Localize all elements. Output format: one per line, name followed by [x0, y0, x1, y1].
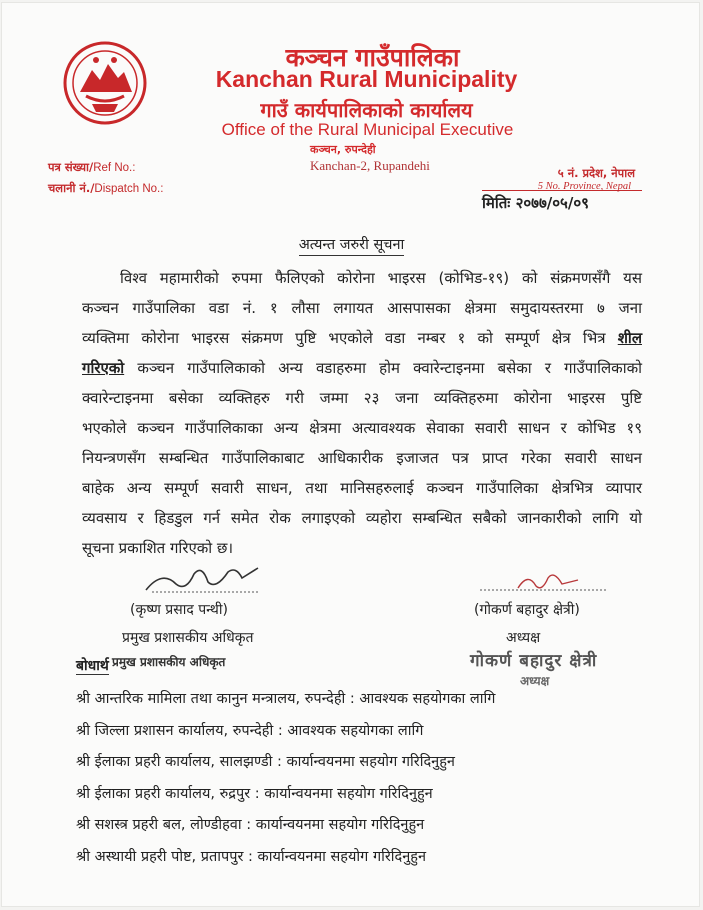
notice-line: कञ्चन गाउँपालिका वडा नं. १ लौसा लगायत आसपासका क्षेत्रमा समुदायस्तरमा ७ जना	[82, 299, 642, 317]
date-value: २०७७/०५/०९	[515, 194, 589, 212]
notice-line: बाहेक अन्य सम्पूर्ण सवारी साधन, तथा मानिसहरुलाई कञ्चन गाउँपालिका क्षेत्रभित्र व्यापार	[82, 479, 642, 497]
left-signatory-name: (कृष्ण प्रसाद पन्थी)	[130, 602, 228, 618]
right-signatory-title: अध्यक्ष	[506, 630, 541, 646]
municipality-name-np: कञ्चन गाउँपालिका	[285, 43, 460, 72]
right-signatory-name: (गोकर्ण बहादुर क्षेत्री)	[474, 602, 580, 618]
signature-right	[478, 566, 608, 596]
dispatch-number-label: चलानी नं./Dispatch No.:	[48, 181, 164, 195]
notice-line: सूचना प्रकाशित गरिएको छ।	[82, 539, 234, 557]
office-name-np: गाउँ कार्यपालिकाको कार्यालय	[260, 98, 473, 122]
municipality-name-en: Kanchan Rural Municipality	[215, 66, 518, 92]
ref-number-label: पत्र संख्या/Ref No.:	[48, 160, 136, 174]
cao-stamp: प्रमुख प्रशासकीय अधिकृत	[112, 655, 226, 669]
cc-heading: बोधार्थ	[76, 658, 109, 674]
notice-line: व्यक्तिमा कोरोना भाइरस संक्रमण पुष्टि भएकोले वडा नम्बर १ को सम्पूर्ण क्षेत्र भित्र शील	[82, 329, 642, 347]
left-signatory-title: प्रमुख प्रशासकीय अधिकृत	[122, 630, 254, 646]
notice-line: नियन्त्रणसँग सम्बन्धित गाउँपालिकाबाट आधिकारीक इजाजत पत्र प्राप्त गरेका सवारी साधन	[82, 449, 642, 467]
date-line	[482, 190, 642, 213]
cc-item: श्री सशस्त्र प्रहरी बल, लोण्डीहवा : कार्यान्वयनमा सहयोग गरिदिनुहुन	[76, 817, 425, 833]
cc-item: श्री जिल्ला प्रशासन कार्यालय, रुपन्देही : आवश्यक सहयोगका लागि	[76, 722, 424, 739]
notice-line: भएकोले कञ्चन गाउँपालिकाका अन्य क्षेत्रमा अत्यावश्यक सेवाका सवारी साधन र कोभिड १९	[82, 419, 642, 437]
notice-line: व्यवसाय र हिडडुल गर्न समेत रोक लगाइएको व्यहोरा सम्बन्धित सबैको जानकारीको लागि यो	[82, 509, 642, 527]
cc-item: श्री आन्तरिक मामिला तथा कानुन मन्त्रालय, रुपन्देही : आवश्यक सहयोगका लागि	[76, 691, 496, 707]
date-label: मितिः	[482, 194, 511, 212]
notice-line: क्वारेन्टाइनमा बसेका व्यक्तिहरु गरी जम्मा २३ जना व्यक्तिहरुमा कोरोना भाइरस पुष्टि	[82, 389, 642, 407]
address-np: कञ्चन, रुपन्देही	[310, 143, 376, 156]
chairman-stamp-sub: अध्यक्ष	[520, 674, 550, 688]
notice-line: गरिएको कञ्चन गाउँपालिकाको अन्य वडाहरुमा होम क्वारेन्टाइनमा बसेका र गाउँपालिकाको	[82, 359, 642, 377]
cc-item: श्री ईलाका प्रहरी कार्यालय, रुद्रपुर : कार्यान्वयनमा सहयोग गरिदिनुहुन	[76, 785, 433, 802]
office-name-en: Office of the Rural Municipal Executive	[221, 120, 514, 139]
cc-item: श्री अस्थायी प्रहरी पोष्ट, प्रतापपुर : कार्यान्वयनमा सहयोग गरिदिनुहुन	[76, 848, 427, 865]
province-np: ५ नं. प्रदेश, नेपाल	[557, 166, 635, 180]
signature-left	[142, 560, 262, 596]
notice-line: विश्व महामारीको रुपमा फैलिएको कोरोना भाइरस (कोभिड-१९) को संक्रमणसँगै यस	[120, 269, 642, 287]
chairman-stamp: गोकर्ण बहादुर क्षेत्री	[470, 651, 598, 671]
address-en: Kanchan-2, Rupandehi	[310, 158, 430, 173]
emphasis-done: गरिएको	[82, 359, 125, 377]
emphasis-sealed: शील	[617, 329, 642, 347]
cc-list	[76, 684, 495, 873]
province-en: 5 No. Province, Nepal	[537, 181, 631, 192]
notice-body	[82, 263, 642, 563]
cc-item: श्री ईलाका प्रहरी कार्यालय, सालझण्डी : कार्यान्वयनमा सहयोग गरिदिनुहुन	[76, 754, 455, 770]
notice-title: अत्यन्त जरुरी सूचना	[0, 234, 703, 254]
